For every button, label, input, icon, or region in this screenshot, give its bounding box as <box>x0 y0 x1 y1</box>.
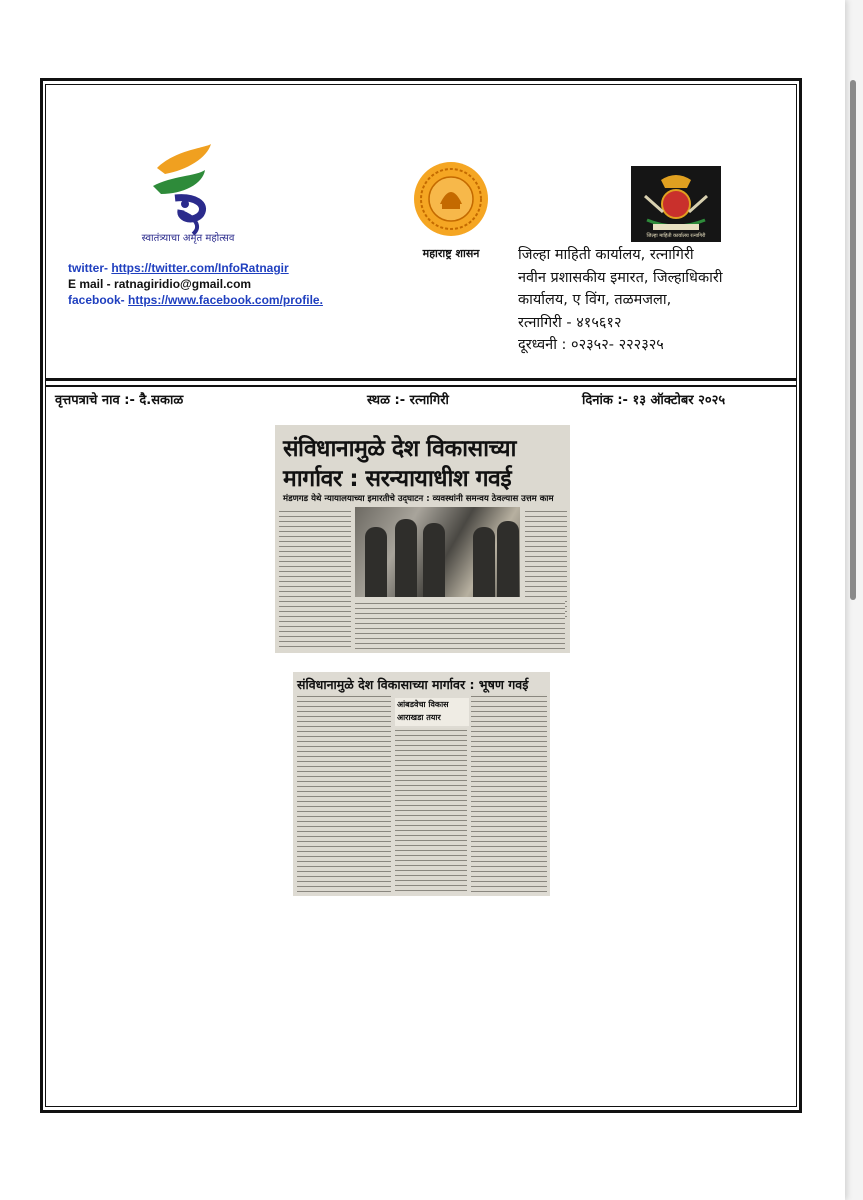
email-label: E mail - <box>68 277 111 291</box>
email-value[interactable]: ratnagiridio@gmail.com <box>114 277 252 291</box>
header-rule-thick <box>45 378 797 381</box>
newspaper-name: वृत्तपत्राचे नाव :- दै.सकाळ <box>55 393 184 408</box>
address-line-3: कार्यालय, ए विंग, तळमजला, <box>518 292 672 308</box>
clipping-1-photo <box>355 507 520 597</box>
district-emblem <box>631 166 721 242</box>
address-line-2: नवीन प्रशासकीय इमारत, जिल्हाधिकारी <box>518 269 723 286</box>
emblem-caption: जिल्हा माहिती कार्यालय रत्नागिरी <box>646 233 706 239</box>
address-line-4: रत्नागिरी - ४१५६१२ <box>518 314 622 331</box>
clipping-2-headline: संविधानामुळे देश विकासाच्या मार्गावर : भूषण गवई <box>297 677 529 692</box>
facebook-line <box>68 292 323 308</box>
facebook-link[interactable]: https://www.facebook.com/profile. <box>128 293 323 307</box>
clipping-1-text-col-1 <box>279 509 351 649</box>
clipping-2-text-col-3 <box>471 694 547 892</box>
twitter-link[interactable]: https://twitter.com/InfoRatnagir <box>111 261 289 275</box>
twitter-label: twitter- <box>68 261 108 275</box>
place: स्थळ :- रत्नागिरी <box>367 393 449 408</box>
district-emblem-icon <box>631 166 721 242</box>
office-address <box>518 244 723 357</box>
clipping-1-headline-line-1: संविधानामुळे देश विकासाच्या <box>283 436 516 462</box>
contact-block <box>68 260 323 308</box>
clipping-2-boxhead <box>395 698 469 726</box>
clipping-2-boxhead-line-1: आंबडवेचा विकास <box>397 700 449 709</box>
email-line <box>68 276 323 292</box>
address-line-1: जिल्हा माहिती कार्यालय, रत्नागिरी <box>518 247 694 263</box>
news-clipping-2 <box>293 672 550 896</box>
clipping-2-boxhead-line-2: आराखडा तयार <box>397 713 441 722</box>
amrit-caption: स्वातंत्र्याचा अमृत महोत्सव <box>141 233 235 244</box>
clipping-1-subhead: मंडणगड येथे न्यायालयाच्या इमारतीचे उद्‍घाटन : व्यवस्थांनी समन्वय ठेवल्यास उत्तम काम <box>283 494 554 504</box>
clipping-2-text-col-1 <box>297 694 391 892</box>
address-line-5: दूरध्वनी : ०२३५२- २२२३२५ <box>518 337 664 353</box>
header-rule-thin <box>45 385 797 387</box>
twitter-line <box>68 260 323 276</box>
maharashtra-seal-icon <box>412 160 490 238</box>
maharashtra-shasan-label: महाराष्ट्र शासन <box>422 247 480 260</box>
vertical-scrollbar[interactable] <box>850 80 856 600</box>
news-clipping-1 <box>275 425 570 653</box>
date: दिनांक :- १३ ऑक्टोबर २०२५ <box>582 393 726 408</box>
clipping-1-text-bottom <box>355 601 565 649</box>
clipping-2-text-col-2 <box>395 728 467 892</box>
clipping-1-headline-line-2: मार्गावर : सरन्यायाधीश गवई <box>283 466 512 492</box>
facebook-label: facebook- <box>68 293 125 307</box>
